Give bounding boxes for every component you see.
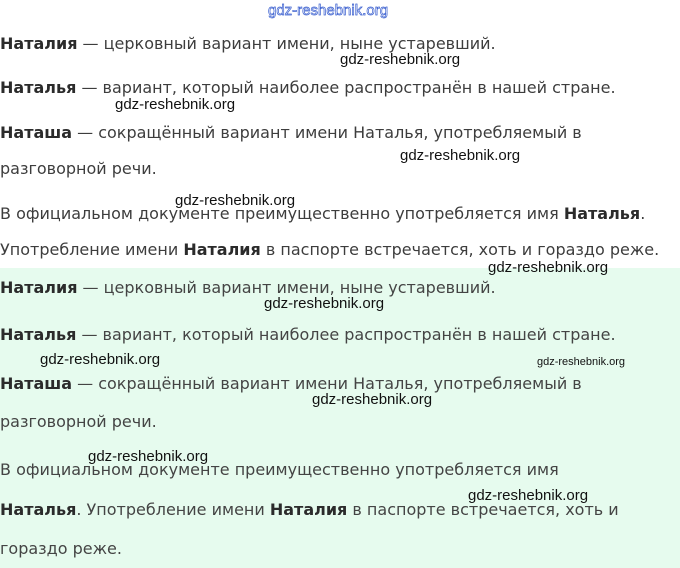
paragraph-passport-cont: гораздо реже. — [0, 539, 122, 558]
name-natalia: Наталия — [269, 500, 348, 519]
watermark: gdz-reshebnik.org — [400, 147, 521, 164]
paragraph-natasha — [0, 373, 582, 395]
watermark: gdz-reshebnik.org — [175, 192, 296, 209]
paragraph-text: — вариант, который наиболее распространён в нашей стране. — [76, 325, 616, 344]
name-natalia: Наталия — [183, 240, 261, 259]
paragraph-text: в паспорте встречается, хоть и — [347, 500, 619, 519]
watermark: gdz-reshebnik.org — [88, 448, 209, 465]
paragraph-natalia — [0, 277, 496, 299]
watermark: gdz-reshebnik.org — [312, 391, 433, 408]
watermark: gdz-reshebnik.org — [268, 2, 389, 19]
paragraph-text: . Употребление имени — [76, 500, 270, 519]
watermark: gdz-reshebnik.org — [264, 295, 385, 312]
name-natasha: Наташа — [0, 123, 73, 142]
paragraph-text: — церковный вариант имени, ныне устаревший. — [77, 278, 496, 297]
watermark: gdz-reshebnik.org — [468, 487, 589, 504]
watermark: gdz-reshebnik.org — [340, 51, 461, 68]
paragraph-text: в паспорте встречается, хоть и гораздо реже. — [260, 240, 660, 259]
upper-text-block — [0, 0, 680, 268]
paragraph-text: В официальном документе преимущественно употребляется имя — [0, 204, 564, 223]
watermark: gdz-reshebnik.org — [488, 259, 609, 276]
paragraph-natasha-cont: разговорной речи. — [0, 159, 157, 178]
name-natalya: Наталья — [0, 325, 77, 344]
watermark: gdz-reshebnik.org — [115, 96, 236, 113]
name-natalia: Наталия — [0, 34, 78, 53]
name-natalia: Наталия — [0, 278, 78, 297]
paragraph-text: — сокращённый вариант имени Наталья, употребляемый в — [72, 374, 582, 393]
paragraph-natasha — [0, 122, 582, 144]
paragraph-natalya — [0, 324, 616, 346]
name-natalya: Наталья — [0, 500, 77, 519]
watermark: gdz-reshebnik.org — [40, 351, 161, 368]
paragraph-text: . — [640, 204, 646, 223]
paragraph-text: — вариант, который наиболее распространён в нашей стране. — [76, 78, 616, 97]
lower-text-block — [0, 268, 680, 568]
paragraph-text: — церковный вариант имени, ныне устаревший. — [77, 34, 496, 53]
paragraph-official — [0, 203, 645, 225]
paragraph-natasha-cont: разговорной речи. — [0, 412, 157, 431]
paragraph-text: — сокращённый вариант имени Наталья, употребляемый в — [72, 123, 582, 142]
paragraph-official: В официальном документе преимущественно употребляется имя — [0, 460, 559, 479]
watermark: gdz-reshebnik.org — [537, 356, 626, 368]
name-natasha: Наташа — [0, 374, 73, 393]
paragraph-natalya — [0, 77, 616, 99]
name-natalya: Наталья — [563, 204, 641, 223]
paragraph-passport — [0, 239, 659, 261]
paragraph-text: Употребление имени — [0, 240, 184, 259]
name-natalya: Наталья — [0, 78, 77, 97]
